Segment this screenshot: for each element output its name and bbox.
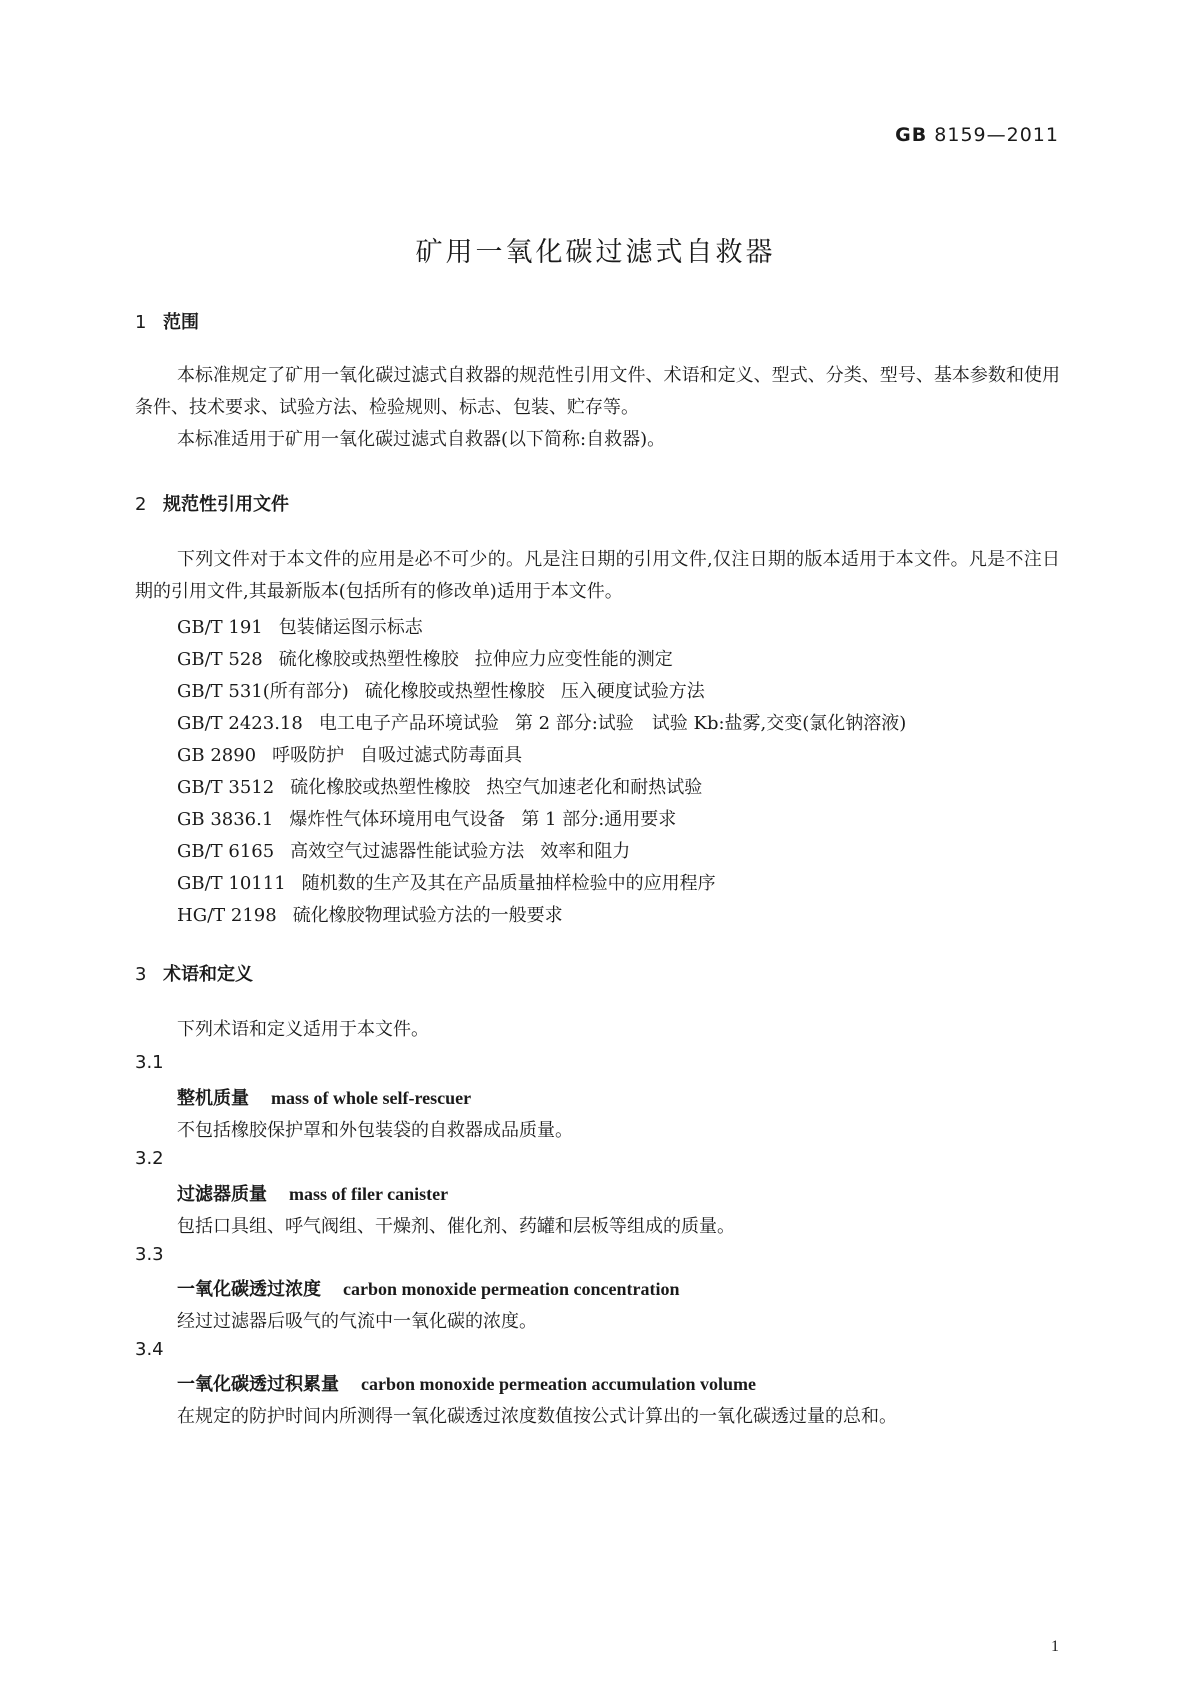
- reference-code: GB/T 531(所有部分): [177, 681, 349, 702]
- reference-title: 硫化橡胶或热塑性橡胶: [278, 649, 459, 670]
- reference-item: [177, 837, 630, 863]
- reference-item: [177, 709, 906, 735]
- section-title: 范围: [163, 312, 199, 333]
- term-english: mass of filer canister: [289, 1184, 449, 1204]
- section-number: 2: [135, 494, 147, 515]
- reference-item: [177, 869, 732, 895]
- standard-number: 8159—2011: [934, 124, 1059, 146]
- page-number: 1: [1051, 1638, 1059, 1655]
- reference-item: [177, 613, 439, 639]
- reference-part: 热空气加速老化和耐热试验: [486, 777, 703, 798]
- term-heading: [177, 1180, 448, 1206]
- reference-code: GB 2890: [177, 745, 257, 766]
- section-1-heading: [135, 308, 199, 334]
- standard-prefix: GB: [895, 124, 928, 146]
- term-heading: [177, 1370, 756, 1396]
- term-number: 3.4: [135, 1339, 164, 1360]
- term-heading: [177, 1275, 679, 1301]
- document-title: 矿用一氧化碳过滤式自救器: [415, 237, 776, 268]
- scope-paragraph: 本标准适用于矿用一氧化碳过滤式自救器(以下简称:自救器)。: [177, 429, 666, 450]
- reference-title: 呼吸防护: [272, 745, 345, 766]
- reference-part: 效率和阻力: [540, 841, 631, 862]
- section-3-heading: [135, 960, 253, 986]
- term-english: carbon monoxide permeation concentration: [343, 1279, 680, 1299]
- reference-part: 自吸过滤式防毒面具: [360, 745, 523, 766]
- terms-intro: 下列术语和定义适用于本文件。: [177, 1019, 429, 1040]
- reference-code: GB/T 2423.18: [177, 713, 303, 734]
- reference-part: 第 1 部分:通用要求: [521, 809, 677, 830]
- term-definition: 经过过滤器后吸气的气流中一氧化碳的浓度。: [177, 1311, 537, 1332]
- reference-part: 压入硬度试验方法: [560, 681, 705, 702]
- reference-code: GB/T 6165: [177, 841, 275, 862]
- section-2-heading: [135, 490, 289, 516]
- reference-code: HG/T 2198: [177, 905, 277, 926]
- reference-title: 硫化橡胶物理试验方法的一般要求: [292, 905, 563, 926]
- term-heading: [177, 1084, 471, 1110]
- term-english: mass of whole self-rescuer: [271, 1088, 472, 1108]
- reference-title: 高效空气过滤器性能试验方法: [290, 841, 525, 862]
- reference-code: GB/T 191: [177, 617, 263, 638]
- reference-title: 包装储运图示标志: [278, 617, 423, 638]
- section-title: 规范性引用文件: [163, 494, 289, 515]
- reference-title: 硫化橡胶或热塑性橡胶: [364, 681, 545, 702]
- reference-code: GB/T 10111: [177, 873, 286, 894]
- reference-title: 爆炸性气体环境用电气设备: [289, 809, 506, 830]
- section-number: 1: [135, 312, 147, 333]
- reference-code: GB 3836.1: [177, 809, 274, 830]
- reference-code: GB/T 3512: [177, 777, 275, 798]
- term-english: carbon monoxide permeation accumulation volume: [361, 1374, 756, 1394]
- reference-item: [177, 773, 702, 799]
- term-definition: 在规定的防护时间内所测得一氧化碳透过浓度数值按公式计算出的一氧化碳透过量的总和。: [177, 1406, 897, 1427]
- term-chinese: 整机质量: [177, 1088, 249, 1109]
- reference-item: [177, 677, 705, 703]
- term-chinese: 过滤器质量: [177, 1184, 267, 1205]
- reference-title: 随机数的生产及其在产品质量抽样检验中的应用程序: [301, 873, 716, 894]
- reference-title: 电工电子产品环境试验: [318, 713, 499, 734]
- term-number: 3.1: [135, 1052, 164, 1073]
- reference-part: 拉伸应力应变性能的测定: [474, 649, 673, 670]
- reference-item: [177, 901, 579, 927]
- term-definition: 包括口具组、呼气阀组、干燥剂、催化剂、药罐和层板等组成的质量。: [177, 1216, 735, 1237]
- reference-item: [177, 645, 673, 671]
- standard-code: [895, 124, 1059, 146]
- reference-item: [177, 741, 522, 767]
- reference-code: GB/T 528: [177, 649, 263, 670]
- term-chinese: 一氧化碳透过浓度: [177, 1279, 321, 1300]
- reference-item: [177, 805, 676, 831]
- references-intro: 下列文件对于本文件的应用是必不可少的。凡是注日期的引用文件,仅注日期的版本适用于本文件。凡是不注日期的引用文件,其最新版本(包括所有的修改单)适用于本文件。: [135, 549, 1060, 602]
- term-number: 3.2: [135, 1148, 164, 1169]
- scope-paragraph: 本标准规定了矿用一氧化碳过滤式自救器的规范性引用文件、术语和定义、型式、分类、型号、基本参数和使用条件、技术要求、试验方法、检验规则、标志、包装、贮存等。: [135, 365, 1060, 418]
- term-number: 3.3: [135, 1244, 164, 1265]
- reference-title: 硫化橡胶或热塑性橡胶: [290, 777, 471, 798]
- term-chinese: 一氧化碳透过积累量: [177, 1374, 339, 1395]
- term-definition: 不包括橡胶保护罩和外包装袋的自救器成品质量。: [177, 1120, 573, 1141]
- section-number: 3: [135, 964, 147, 985]
- section-title: 术语和定义: [163, 964, 253, 985]
- reference-part: 第 2 部分:试验 试验 Kb:盐雾,交变(氯化钠溶液): [514, 713, 907, 734]
